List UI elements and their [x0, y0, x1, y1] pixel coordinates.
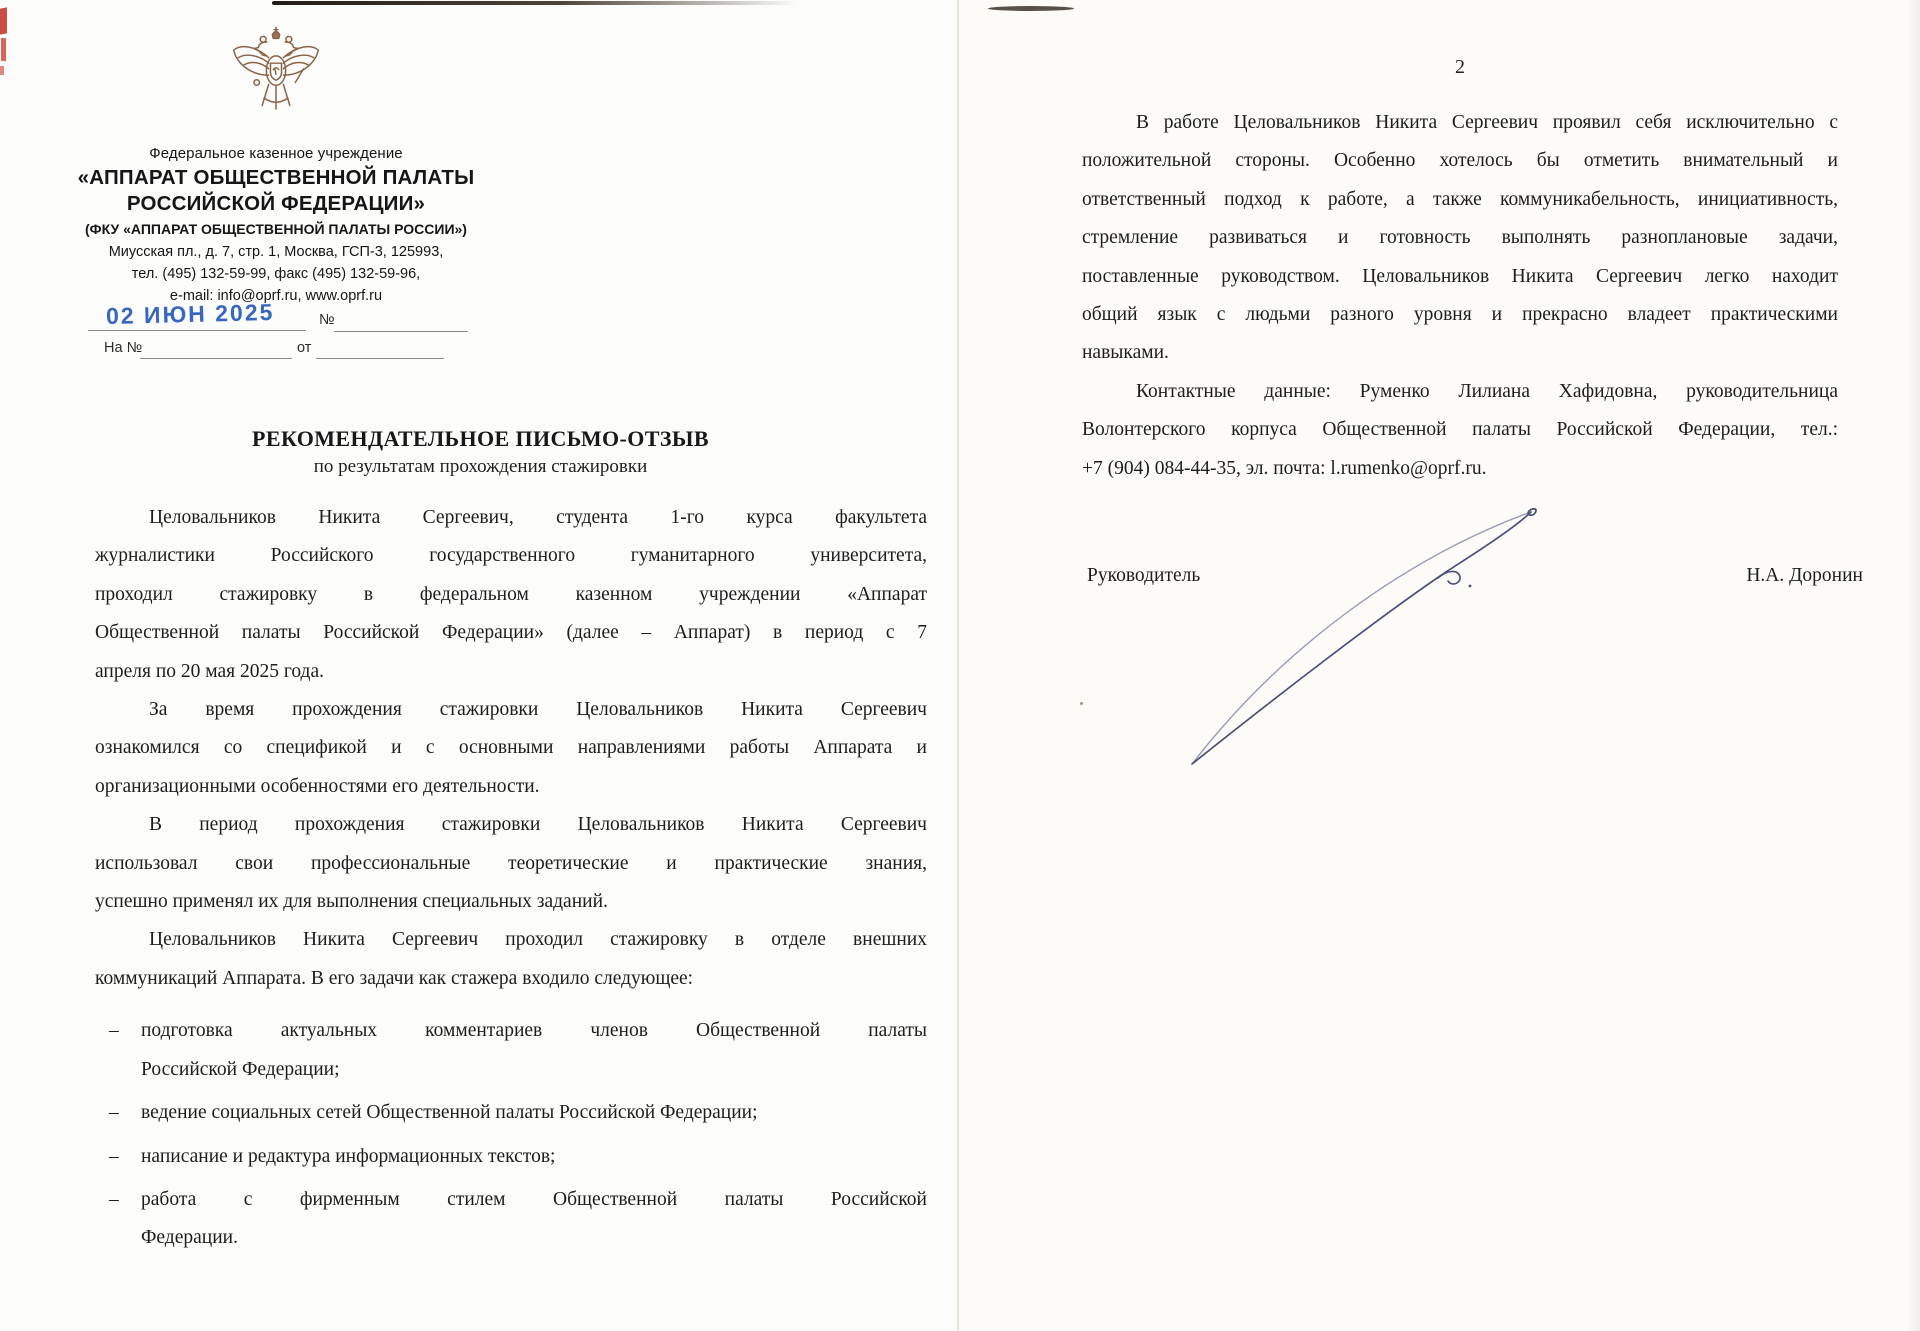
org-phone: тел. (495) 132-59-99, факс (495) 132-59-96, — [131, 266, 421, 282]
task-list — [95, 1012, 927, 1257]
list-item — [95, 1181, 927, 1258]
text-line: навыками. — [1082, 342, 1169, 364]
paragraph — [95, 691, 927, 806]
letterhead — [60, 0, 492, 307]
scan-edge-shadow — [1906, 0, 1920, 1331]
page-1 — [0, 0, 958, 1331]
dash-bullet: – — [109, 1102, 119, 1124]
list-item — [95, 1138, 927, 1176]
text-line: работа с фирменным стилем Общественной палаты Российской — [141, 1188, 927, 1210]
org-name-line2: РОССИЙСКОЙ ФЕДЕРАЦИИ» — [126, 192, 426, 215]
text-line: В работе Целовальников Никита Сергеевич проявил себя исключительно с — [1136, 112, 1838, 133]
list-item — [95, 1012, 927, 1089]
page2-body-text — [1082, 104, 1838, 488]
text-line: Волонтерского корпуса Общественной палаты Российской Федерации, тел.: — [1082, 419, 1838, 441]
reply-date-label: от — [297, 340, 312, 356]
dash-bullet: – — [109, 1020, 119, 1042]
paragraph — [1082, 104, 1838, 373]
text-line: стремление развиваться и готовность выполнять разноплановые задачи, — [1082, 227, 1838, 249]
text-line: Общественной палаты Российской Федерации» (далее – Аппарат) в период с 7 — [95, 622, 927, 644]
text-line: успешно применял их для выполнения специальных заданий. — [95, 891, 608, 913]
org-address: Миусская пл., д. 7, стр. 1, Москва, ГСП-3, 125993, — [108, 244, 444, 260]
text-line: подготовка актуальных комментариев членов Общественной палаты — [141, 1020, 927, 1042]
text-line: +7 (904) 084-44-35, эл. почта: l.rumenko@oprf.ru. — [1082, 457, 1487, 479]
text-line: проходил стажировку в федеральном казенном учреждении «Аппарат — [95, 583, 927, 605]
signer-role: Руководитель — [1087, 565, 1201, 586]
page-fold-divider — [957, 0, 959, 1331]
text-line: общий язык с людьми разного уровня и прекрасно владеет практическими — [1082, 304, 1838, 326]
reply-to-number-label: На № — [104, 340, 143, 356]
handwritten-signature — [1140, 498, 1570, 783]
text-line: Контактные данные: Руменко Лилиана Хафидовна, руководительница — [1136, 380, 1838, 402]
text-line: написание и редактура информационных текстов; — [141, 1145, 556, 1167]
text-line: ведение социальных сетей Общественной палаты Российской Федерации; — [141, 1102, 758, 1124]
text-line: За время прохождения стажировки Целовальников Никита Сергеевич — [149, 699, 927, 721]
org-name-line1: «АППАРАТ ОБЩЕСТВЕННОЙ ПАЛАТЫ — [77, 166, 475, 189]
org-type: Федеральное казенное учреждение — [149, 145, 403, 162]
org-contacts — [60, 241, 492, 307]
paragraph — [1082, 373, 1838, 488]
text-line: организационными особенностями его деятельности. — [95, 775, 540, 797]
russia-coat-of-arms-icon — [230, 24, 322, 130]
text-line: Целовальников Никита Сергеевич, студента 1-го курса факультета — [149, 507, 927, 528]
signer-name: Н.А. Доронин — [1746, 565, 1863, 586]
org-email-web: e-mail: info@oprf.ru, www.oprf.ru — [169, 288, 383, 304]
page-number: 2 — [1455, 56, 1465, 78]
dash-bullet: – — [109, 1188, 119, 1210]
document-title: РЕКОМЕНДАТЕЛЬНОЕ ПИСЬМО-ОТЗЫВ — [252, 426, 709, 451]
text-line: В период прохождения стажировки Целовальников Никита Сергеевич — [149, 814, 927, 836]
scan-artifact-speck — [1080, 702, 1083, 705]
text-line: Российской Федерации; — [141, 1058, 340, 1080]
scan-artifact-top-line — [272, 1, 797, 5]
date-stamp: 02 ИЮН 2025 — [105, 298, 275, 330]
text-line: использовал свои профессиональные теоретические и практические знания, — [95, 852, 927, 874]
date-field-line — [88, 330, 306, 331]
paragraph — [95, 499, 927, 691]
text-line: ответственный подход к работе, а также коммуникабельность, инициативность, — [1082, 188, 1838, 210]
text-line: поставленные руководством. Целовальников Никита Сергеевич легко находит — [1082, 265, 1838, 287]
text-line: ознакомился со спецификой и с основными направлениями работы Аппарата и — [95, 737, 927, 759]
scan-artifact-red-mark — [1, 38, 6, 62]
paragraph — [95, 921, 927, 998]
text-line: положительной стороны. Особенно хотелось бы отметить внимательный и — [1082, 150, 1838, 172]
text-line: журналистики Российского государственного гуманитарного университета, — [95, 545, 927, 567]
org-short-name: (ФКУ «АППАРАТ ОБЩЕСТВЕННОЙ ПАЛАТЫ РОССИИ») — [85, 221, 467, 237]
scan-artifact-red-mark — [0, 7, 7, 34]
scan-artifact-red-mark — [0, 66, 4, 75]
page1-body-text — [95, 499, 927, 1263]
text-line: Целовальников Никита Сергеевич проходил стажировку в отделе внешних — [149, 929, 927, 951]
text-line: Федерации. — [141, 1227, 238, 1249]
paragraph — [95, 806, 927, 921]
reply-date-field-line — [316, 358, 444, 359]
list-item — [95, 1094, 927, 1132]
number-field-line — [334, 331, 468, 332]
reply-number-field-line — [140, 358, 292, 359]
text-line: апреля по 20 мая 2025 года. — [95, 660, 324, 682]
document-subtitle: по результатам прохождения стажировки — [313, 456, 648, 477]
number-label: № — [319, 312, 335, 328]
page-2 — [960, 0, 1920, 1331]
scan-artifact-top-streak — [988, 6, 1074, 11]
dash-bullet: – — [109, 1145, 119, 1167]
text-line: коммуникаций Аппарата. В его задачи как стажера входило следующее: — [95, 967, 694, 989]
org-name — [60, 165, 492, 217]
